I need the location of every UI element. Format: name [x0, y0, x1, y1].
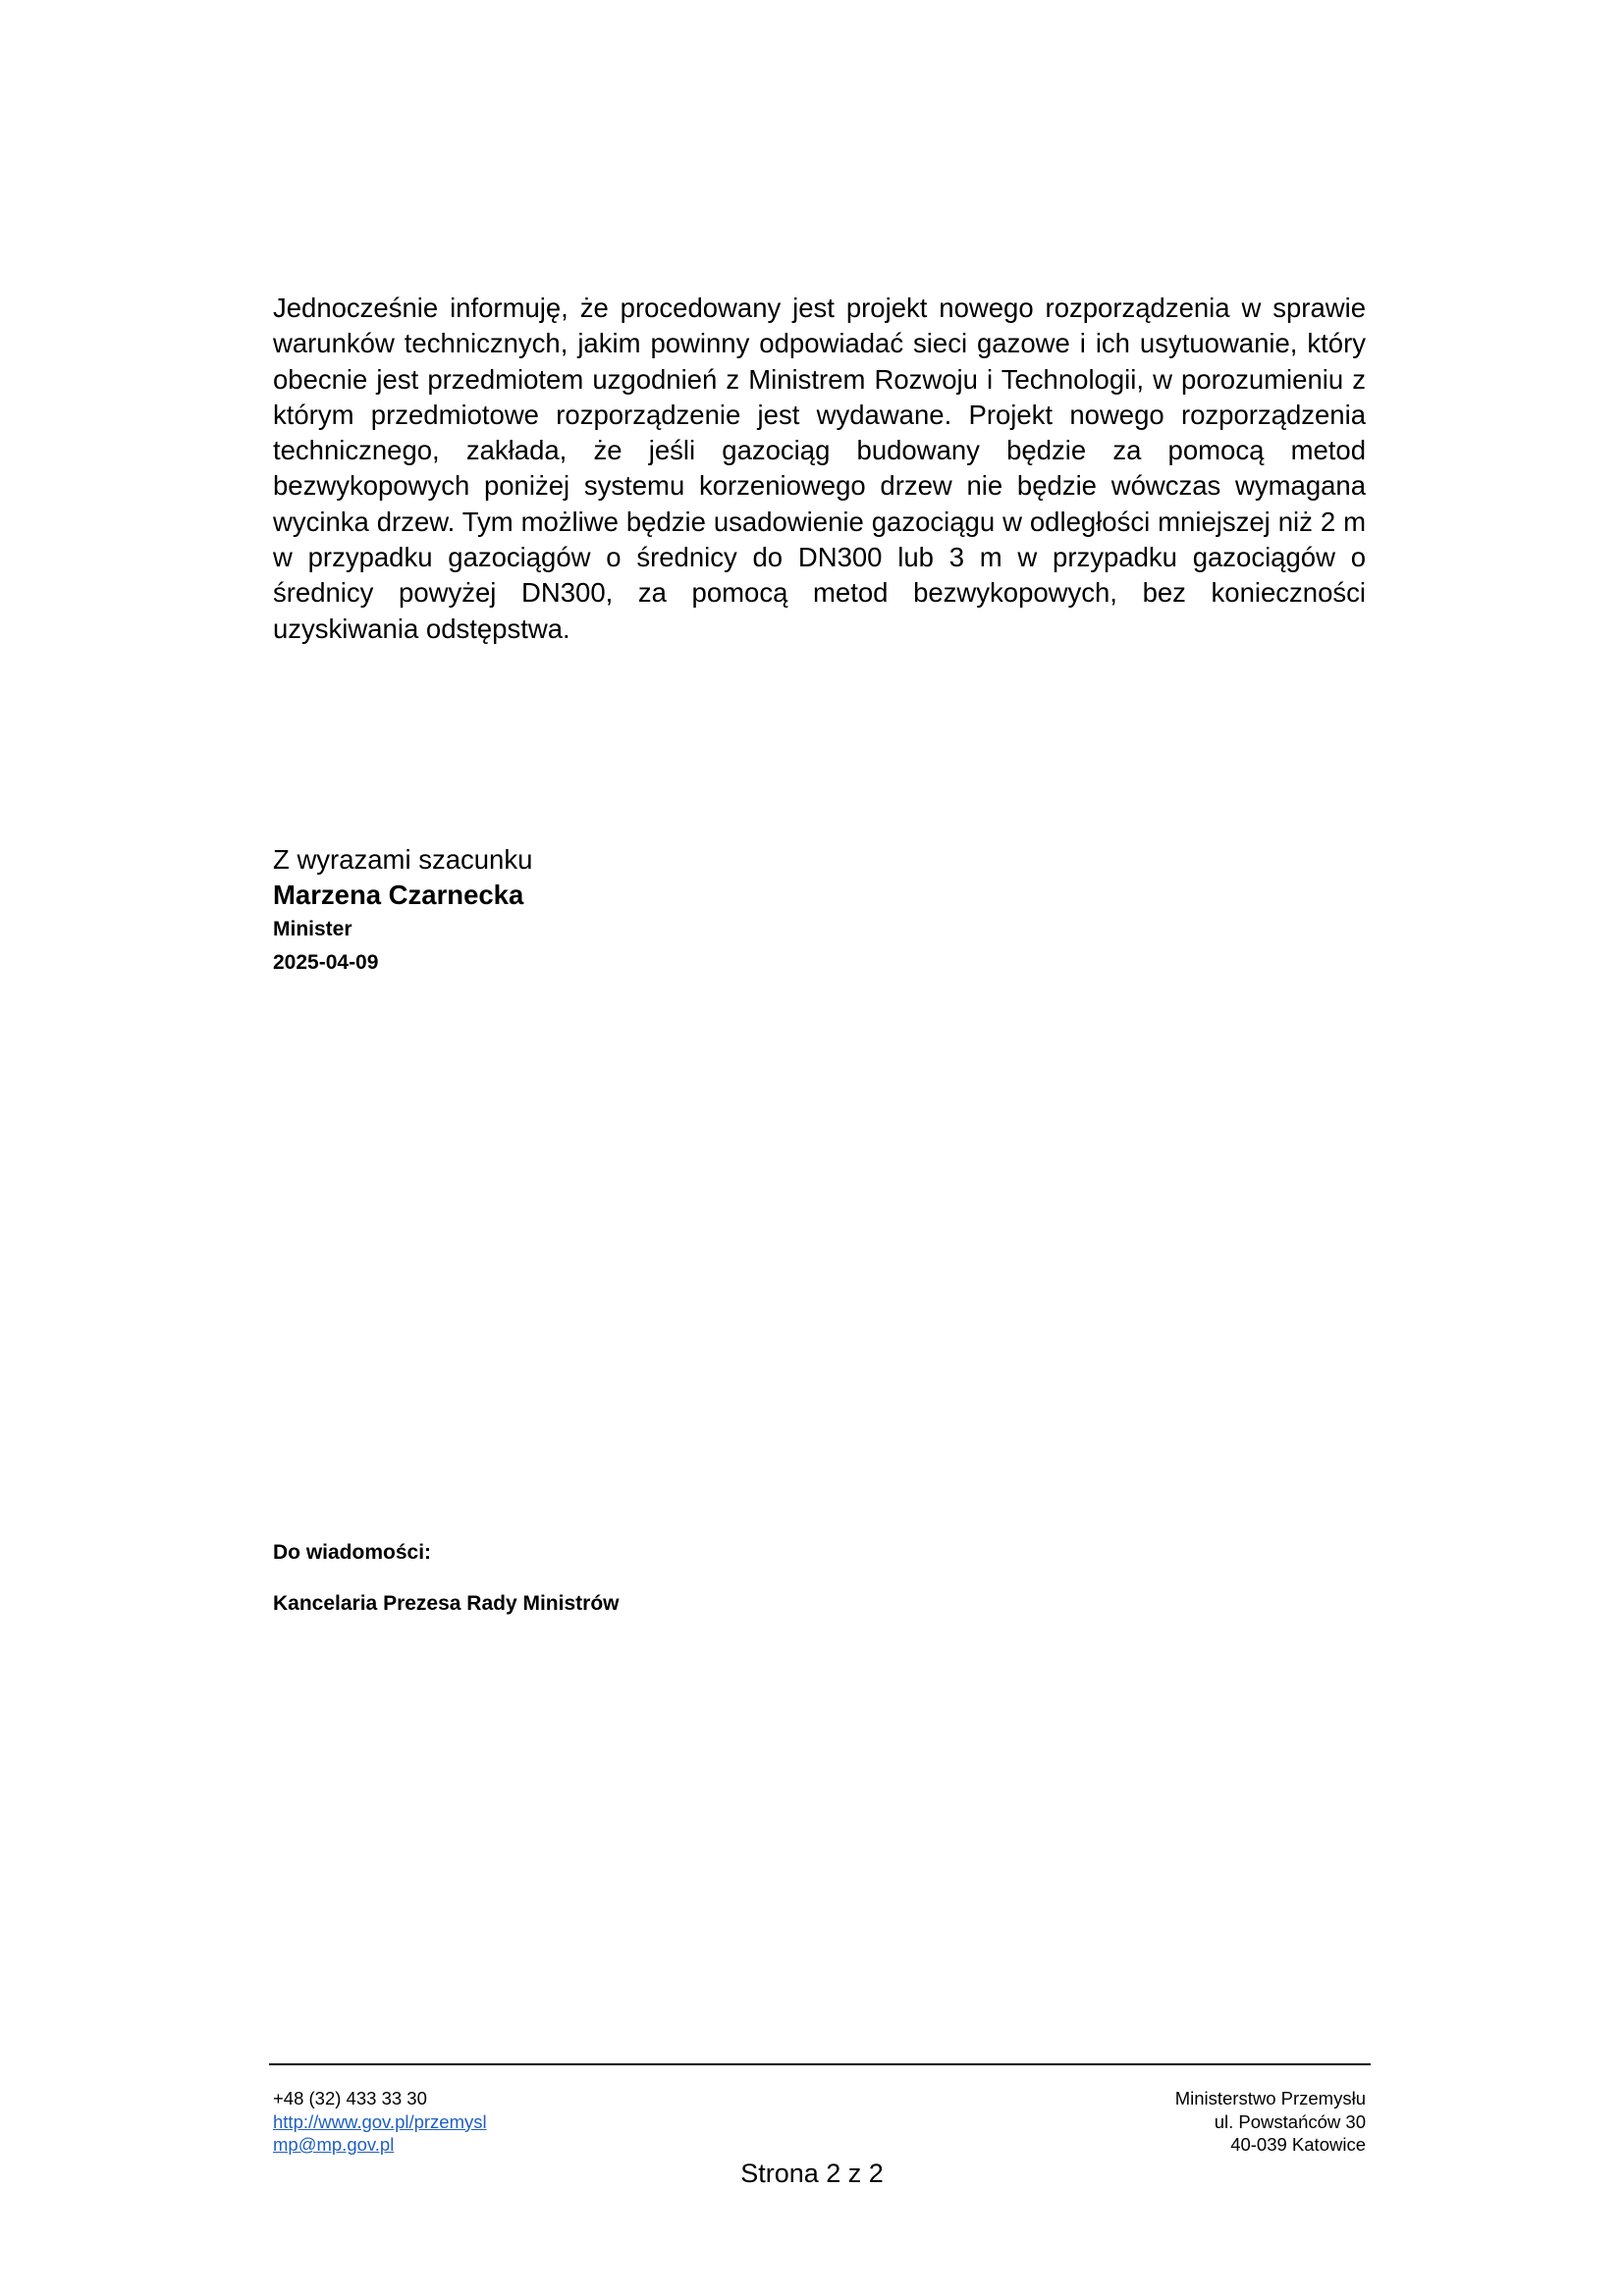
cc-recipient: Kancelaria Prezesa Rady Ministrów: [273, 1592, 620, 1615]
closing-phrase: Z wyrazami szacunku: [273, 844, 533, 875]
page-number: Strona 2 z 2: [740, 2159, 884, 2188]
footer-city: 40-039 Katowice: [1230, 2134, 1366, 2155]
footer-org-name: Ministerstwo Przemysłu: [1174, 2088, 1366, 2109]
footer-email-link[interactable]: mp@mp.gov.pl: [273, 2134, 395, 2155]
footer-address: [1175, 2087, 1366, 2157]
footer-street: ul. Powstańców 30: [1214, 2110, 1366, 2132]
cc-block: [273, 1538, 619, 1619]
footer-contact: [273, 2087, 487, 2157]
footer-divider: [269, 2063, 1371, 2065]
body-paragraph: Jednocześnie informuję, że procedowany jest projekt nowego rozporządzenia w sprawie warunków technicznych, jakim powinny odpowiadać sieci gazowe i ich usytuowanie, który obecnie jest przedmiotem uzgodnień z Ministrem Rozwoju i Technologii, w porozumieniu z którym przedmiotowe rozporządzenie jest wydawane. Projekt nowego rozporządzenia technicznego, zakłada, że jeśli gazociąg budowany będzie za pomocą metod bezwykopowych poniżej systemu korzeniowego drzew nie będzie wówczas wymagana wycinka drzew. Tym możliwe będzie usadowienie gazociągu w odległości mniejszej niż 2 m w przypadku gazociągów o średnicy do DN300 lub 3 m w przypadku gazociągów o średnicy powyżej DN300, za pomocą metod bezwykopowych, bez konieczności uzyskiwania odstępstwa.: [273, 293, 1366, 644]
signature-block: [273, 842, 532, 980]
signature-date: 2025-04-09: [273, 951, 379, 974]
cc-label: Do wiadomości:: [273, 1541, 432, 1564]
signer-role: Minister: [273, 918, 352, 940]
footer-website-link[interactable]: http://www.gov.pl/przemysl: [273, 2110, 487, 2132]
signer-name: Marzena Czarnecka: [273, 880, 524, 910]
footer-phone: +48 (32) 433 33 30: [273, 2088, 427, 2109]
